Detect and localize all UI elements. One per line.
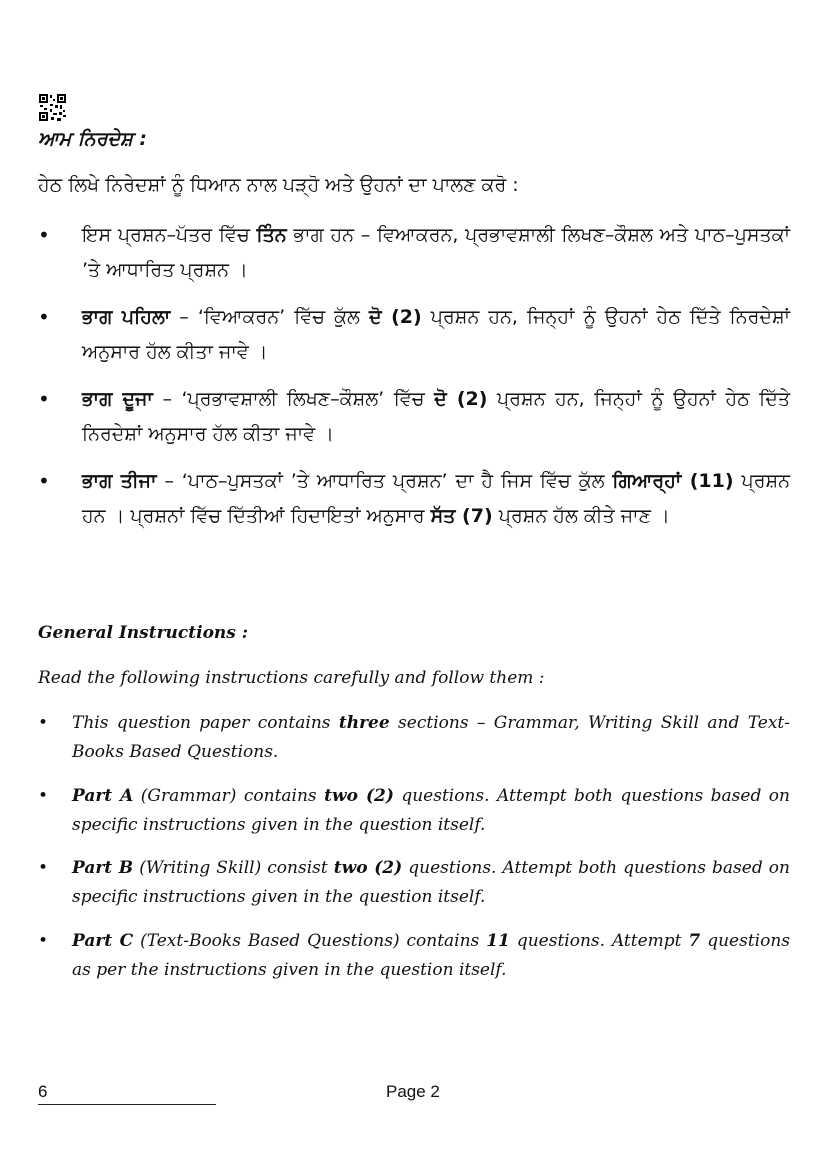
qr-code-icon: [38, 93, 67, 122]
english-intro: Read the following instructions carefully and follow them :: [38, 668, 545, 688]
english-list-item: • Part A (Grammar) contains two (2) questions. Attempt both questions based on specific instructions given in the question itself.: [38, 782, 790, 839]
bullet: •: [38, 931, 49, 951]
bullet: •: [38, 223, 50, 247]
punjabi-heading: ਆਮ ਨਿਰਦੇਸ਼ :: [38, 128, 148, 150]
bullet: •: [38, 387, 50, 411]
footer-rule: [38, 1104, 216, 1105]
bullet: •: [38, 786, 49, 806]
punjabi-list-item: • ਭਾਗ ਤੀਜਾ – ‘ਪਾਠ–ਪੁਸਤਕਾਂ ’ਤੇ ਆਧਾਰਿਤ ਪ੍ਰਸ਼ਨ’ ਦਾ ਹੈ ਜਿਸ ਵਿੱਚ ਕੁੱਲ ਗਿਆਰ੍ਹਾਂ (11) ਪ੍ਰਸ਼ਨ ਹਨ । ਪ੍ਰਸ਼ਨਾਂ ਵਿੱਚ ਦਿੱਤੀਆਂ ਹਿਦਾਇਤਾਂ ਅਨੁਸਾਰ ਸੱਤ (7) ਪ੍ਰਸ਼ਨ ਹੱਲ ਕੀਤੇ ਜਾਣ ।: [38, 464, 790, 534]
bullet: •: [38, 858, 49, 878]
english-heading: General Instructions :: [38, 623, 249, 643]
footer-page-code: 6: [38, 1082, 48, 1101]
punjabi-intro: ਹੇਠ ਲਿਖੇ ਨਿਰੇਦਸ਼ਾਂ ਨੂੰ ਧਿਆਨ ਨਾਲ ਪੜ੍ਹੋ ਅਤੇ ਉਹਨਾਂ ਦਾ ਪਾਲਣ ਕਰੋ :: [38, 174, 519, 196]
punjabi-list-item: • ਭਾਗ ਦੂਜਾ – ‘ਪ੍ਰਭਾਵਸ਼ਾਲੀ ਲਿਖਣ–ਕੌਸ਼ਲ’ ਵਿੱਚ ਦੋ (2) ਪ੍ਰਸ਼ਨ ਹਨ, ਜਿਨ੍ਹਾਂ ਨੂੰ ਉਹਨਾਂ ਹੇਠ ਦਿੱਤੇ ਨਿਰਦੇਸ਼ਾਂ ਅਨੁਸਾਰ ਹੱਲ ਕੀਤਾ ਜਾਵੇ ।: [38, 382, 790, 452]
punjabi-list-item: • ਭਾਗ ਪਹਿਲਾ – ‘ਵਿਆਕਰਨ’ ਵਿੱਚ ਕੁੱਲ ਦੋ (2) ਪ੍ਰਸ਼ਨ ਹਨ, ਜਿਨ੍ਹਾਂ ਨੂੰ ਉਹਨਾਂ ਹੇਠ ਦਿੱਤੇ ਨਿਰਦੇਸ਼ਾਂ ਅਨੁਸਾਰ ਹੱਲ ਕੀਤਾ ਜਾਵੇ ।: [38, 300, 790, 370]
bullet: •: [38, 469, 50, 493]
punjabi-list-item: • ਇਸ ਪ੍ਰਸ਼ਨ–ਪੱਤਰ ਵਿੱਚ ਤਿੰਨ ਭਾਗ ਹਨ – ਵਿਆਕਰਨ, ਪ੍ਰਭਾਵਸ਼ਾਲੀ ਲਿਖਣ–ਕੌਸ਼ਲ ਅਤੇ ਪਾਠ–ਪੁਸਤਕਾਂ ’ਤੇ ਆਧਾਰਿਤ ਪ੍ਰਸ਼ਨ ।: [38, 218, 790, 288]
english-list-item: • Part C (Text-Books Based Questions) contains 11 questions. Attempt 7 questions as per the instructions given in the question itself.: [38, 927, 790, 984]
english-list-item: • Part B (Writing Skill) consist two (2) questions. Attempt both questions based on specific instructions given in the question itself.: [38, 854, 790, 911]
bullet: •: [38, 713, 49, 733]
bullet: •: [38, 305, 50, 329]
english-list-item: • This question paper contains three sections – Grammar, Writing Skill and Text-Books Based Questions.: [38, 709, 790, 766]
page-number: Page 2: [386, 1082, 440, 1101]
